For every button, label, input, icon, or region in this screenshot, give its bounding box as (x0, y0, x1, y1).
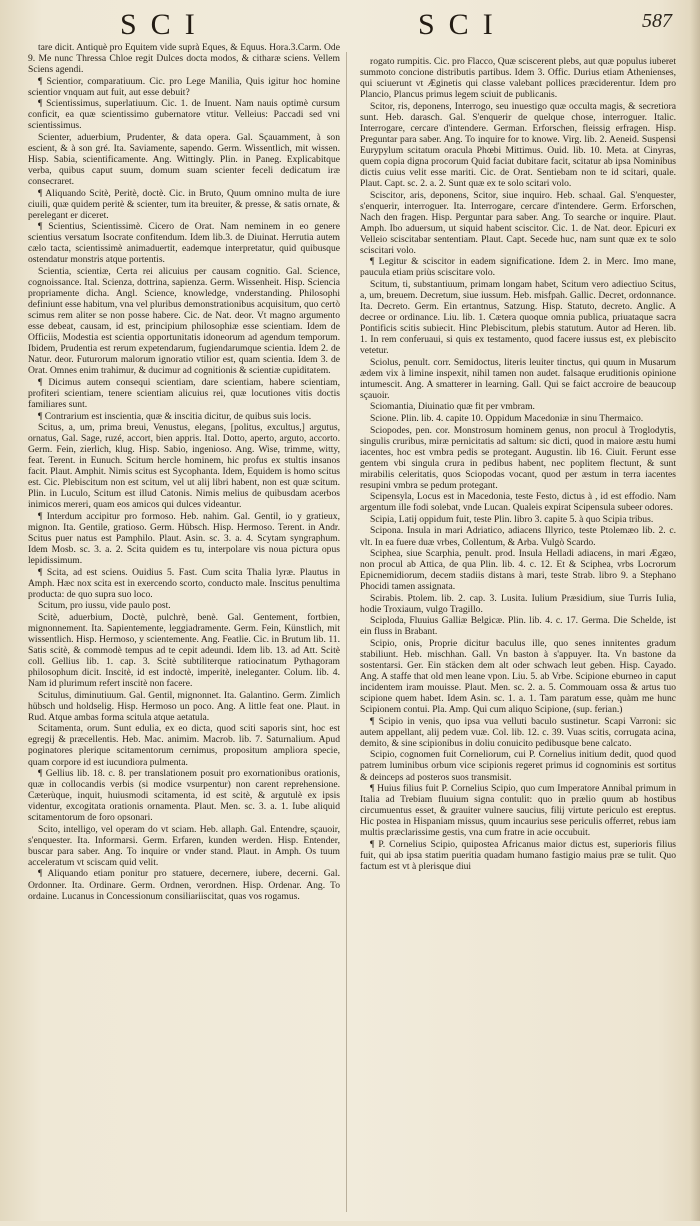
entry-paragraph: Scirabis. Ptolem. lib. 2. cap. 3. Lusita. Iulium Præsidium, siue Turris Iulia, hodie Troxiaum, vulgo Tragillo. (360, 592, 676, 615)
header-left-word: SCI (120, 8, 209, 41)
entry-paragraph: ¶ Scientius, Scientissimè. Cicero de Orat. Nam neminem in eo genere scientius versatum Isocrate confitendum. Idem lib.3. de Diuinat. Herrutia autem cælo tacta, scientissimè animaduertit, eademque interpretatur, quid quibusque ostendatur monstris atque portentis. (28, 221, 340, 266)
page-number: 587 (642, 10, 672, 32)
header-right-word: SCI (418, 8, 507, 41)
entry-paragraph: Scipio, onis, Proprie dicitur baculus ille, quo senes innitentes gradum stabiliunt. Heb. mischhan. Gall. Vn baston à s'appuyer. Ita. Vn bastone da sostentarsi. Ger. Ein stäcken dem alt oder schwach leut geben. Hisp. Cayado. Ang. A staffe that old men leane vpon. Liu. 5. ab Vrbe. Scipione eburneo in caput incidentem iram mouisse. Plaut. Men. sc. 2. a. 5. Commouam ossa & artus tuo scipione quem habet. Idem Asin. sc. 1. a. 1. Tam paratum esse, quàm me hunc Scipionem contui. Pla. Amp. Qui cum aliquo Scipione, (sup. ferian.) (360, 637, 676, 716)
entry-paragraph: Sciomantia, Diuinatio quæ fit per vmbram. (370, 401, 535, 413)
entry-paragraph: Scitamenta, orum. Sunt edulia, ex eo dicta, quod sciti saporis sint, hoc est egregij & præcellentis. Heb. Mac. animim. Macrob. lib. 7. Saturnalium. Apud poginatores plerique scitamentorum cernimus, propositum ampliora specie, quam corpore id est iucundiora pulmenta. (28, 723, 340, 768)
entry-paragraph: Scientia, scientiæ, Certa rei alicuius per causam cognitio. Gal. Science, cognoissance. Ital. Scienza, dottrina, sapienza. Germ. Wissenheit. Hisp. Sciencia propriamente dicha. Angl. Science, knowledge, vnderstanding. Philosophi definiunt esse habitum, vna vel pluribus demonstrationibus acquisitum, quo certò scimus rem aliter se non posse habere. Cic. de Nat. deor. Vt magno argumento esse debeat, causam, id est, principium philosophiæ esse scientiam. Idem de Officiis, Modestia est scientia opportunitatis idoneorum ad agendum temporum. Ibidem, Prudentia est rerum expetendarum, fugiendarumque scientia. Idem 2. de Natur. deor. Futurorum malorum ignoratio vtilior est, quam scientia. Idem 3. de Orat. Omnes enim trahimur, & ducimur ad cognitionis & scientiæ cupiditatem. (28, 265, 340, 377)
entry-paragraph: ¶ Legitur & sciscitor in eadem significatione. Idem 2. in Merc. Imo mane, paucula etiam priùs sciscitare volo. (360, 256, 676, 279)
entry-paragraph: Sciscitor, aris, deponens, Scitor, siue inquiro. Heb. schaal. Gal. S'enquester, s'enquerir, interroguer. Ita. Interrogare, cercare d'intendere. Germ. Erforschen, Nach den fragen. Hisp. Perguntar para saber. Ang. To searche or inquire. Plaut. Amph. Ibo aduersum, ut siquid habent sciscitor. Cic. 1. de Nat. deor. Epicuri ex Velleio sciscitabar sententiam. Plaut. Capt. Secede huc, nam sunt quæ ex te solo sciscitari volo. (360, 189, 676, 256)
left-column (28, 42, 340, 1212)
entry-paragraph: Scito, intelligo, vel operam do vt sciam. Heb. allaph. Gal. Entendre, sçauoir, s'enquester. Ita. Informarsi. Germ. Erfaren, kunden werden. Hisp. Entender, buscar para saber. Ang. To inquire or vnder stand. Plaut. in Amph. Os tuum acceleratum vt sciscam quid velit. (28, 823, 340, 868)
entry-paragraph: Sciploda, Fluuius Galliæ Belgicæ. Plin. lib. 4. c. 17. Germa. Die Schelde, ist ein fluss in Brabant. (360, 615, 676, 638)
entry-paragraph: ¶ Scipio in venis, quo ipsa vua velluti baculo sustinetur. Scapi Varroni: sic autem appellant, alij pedem vuæ. Col. lib. 12. c. 39. Vuas scitis, corrugata acina, demito, & sine scipionibus in doliu conuicito pedibusque bene calcato. (360, 715, 676, 749)
column-divider (346, 52, 347, 1212)
entry-paragraph: ¶ Dicimus autem consequi scientiam, dare scientiam, habere scientiam, profiteri scientiam, tenere scientiam alicuius rei, quæ locutiones vitis doctis familiares sunt. (28, 376, 340, 410)
entry-paragraph: Scitum, ti, substantiuum, primam longam habet, Scitum vero adiectiuo Scitus, a, um, breuem. Decretum, siue iussum. Heb. misfpah. Gallic. Decret, ordonnance. Ita. Decreto. Germ. Ein ertantnus, Satzung. Hisp. Statuto, decreto. Anglic. A decree or ordinance. Liu. lib. 1. Cætera quoque omnia publica, priuataque sacra Pontificis scitis subiecit. Hinc Plebiscitum, plebis statutum. Autor ad Heren. lib. 1. In rem conferuaui, si quis ex testamento, quod facere iussus est, ex plebiscito vetetur. (360, 278, 676, 357)
entry-paragraph: Scione. Plin. lib. 4. capite 10. Oppidum Macedoniæ in sinu Thermaico. (370, 413, 644, 424)
entry-paragraph: Scitè, aduerbium, Doctè, pulchrè, benè. Gal. Gentement, fortbien, mignonnement. Ita. Sapientemente, leggiadramente. Germ. Fein, Künstlich, mit wissentlich. Hisp. Hermoso, y scientemente. Ang. Featlie. Cic. in Brutum lib. 11. Satis scitè, & commodè tempus ad te cepit adeundi. Idem lib. 13. ad Att. Scitè coll. Gellius lib. 1. cap. 3. Scitè subtiliterque ratiocinatum Pythagoram philosophum dicit. Inscitè, id est indoctè, imperitè, ineleganter. Colum. lib. 4. Nam id plurimum refert inscitè non facere. (28, 611, 340, 690)
entry-paragraph: Scitus, a, um, prima breui, Venustus, elegans, [politus, excultus,] argutus, ornatus, Gal. Sage, ruzé, accort, bien appris. Ital. Dotto, aperto, arguto, accorto. Germ. Fein, zierlich, klug. Hisp. Sabio, ingenioso. Ang. Wise, trimme, witty, feat. Terent. in Eunuch. Scitum hercle hominem, hic profus ex stultis insanos facit. Plaut. Amphit. Nimis scitus est Sycophanta. Idem, Equidem is homo scitus est. Cic. Plebiscitum non est scitum, vel ut alij libri habent, non est quæ scitum. Plin. in Luculo, Scitum est illud Catonis. Nimis melius de quibusdam acerbos inimicos mereri, quam eos amicos qui dulces videantur. (28, 422, 340, 511)
entry-paragraph: rogato rumpitis. Cic. pro Flacco, Quæ sciscerent plebs, aut quæ populus iuberet summoto concione distributis partibus. Idem 3. Offic. Durius etiam Athenienses, qui sciuerunt vt Æginetis qui classe valebant pollices præciderentur. Idem pro Plancio, Plancus primus legem sciuit de publicanis. (360, 56, 676, 101)
entry-paragraph: ¶ Scientior, comparatiuum. Cic. pro Lege Manilia, Quis igitur hoc homine scientior vnquam aut fuit, aut esse debuit? (28, 75, 340, 98)
entry-paragraph: Scipensyla, Locus est in Macedonia, teste Festo, dictus à , id est effodio. Nam argentum ille fodi solebat, vnde Lucan. Qualeis expirat Scipensula subeer odores. (360, 491, 676, 514)
entry-paragraph: ¶ Huius filius fuit P. Cornelius Scipio, quo cum Imperatore Annibal primum in Italia ad Trebiam fluuium signa contulit: quo in prælio quum ab hostibus circumuentus esset, & grauiter vulnere saucius, filij virtute periculo est ereptus. Hic postea in Hispaniam missus, quum incaurius sese periculis offerret, rebus iam multis præclarissime gestis, vna cum fratre in acie occubuit. (360, 783, 676, 839)
right-column (360, 56, 676, 1226)
entry-paragraph: ¶ Contrarium est inscientia, quæ & inscitia dicitur, de quibus suis locis. (38, 410, 312, 422)
entry-paragraph: ¶ Gellius lib. 18. c. 8. per translationem posuit pro exornationibus orationis, quæ in collocandis verbis (si modice vsurpentur) non carent reprehensione. Cæterùque, inquit, huiusmodi scitamenta, id est scitè, & argutulè ex ipsis videntur, excogitata orationis ornamenta. Plaut. Men. sc. 3. a. 1. Iube aliquid scitamentorum de foro opsonari. (28, 768, 340, 824)
entry-paragraph: Scitor, ris, deponens, Interrogo, seu inuestigo quæ occulta magis, & secretiora sunt. Heb. darasch. Gal. S'enquerir de quelque chose, interroguer. Italic. Interrogare, cercare d'intendere. German. Erforschen, fleissig erfragen. Hisp. Preguntar para saber. Ang. To inquire for to knowe. Virg. lib. 2. Aeneid. Suspensi Eurypylum scitatum oracula Phœbi Mittimus. Ouid. lib. 10. Meta. at Cinyras, quem copia digna procorum Quid faciat dubitare facit, scitatur ab ipsa Nominibus dictis cuius velit esse mariti. Cic. de Orat. Sentiebam non te id scitari, quale. Plaut. Capt. sc. 2. a. 2. Sunt quæ ex te solo scitari volo. (360, 100, 676, 190)
entry-paragraph: Scitulus, diminutiuum. Gal. Gentil, mignonnet. Ita. Galantino. Germ. Zimlich hübsch und holdselig. Hisp. Hermoso un poco. Ang. A little feat one. Plaut. in Rud. Atque ambas forma scitula atque aetatula. (28, 689, 340, 723)
entry-paragraph: ¶ Scita, ad est sciens. Ouidius 5. Fast. Cum scita Thalia lyræ. Plautus in Amph. Hæc nox scita est in exercendo scorto, conducto male. Inscitus penultima producta: de quo supra suo loco. (28, 566, 340, 600)
entry-paragraph: Sciolus, penult. corr. Semidoctus, literis leuiter tinctus, qui quum in Musarum ædem vix à limine inspexit, nihil tamen non audet. falsaque eruditionis opinione intumescit. Ang. A smatterer in learning. Gall. Qui se faict accroire de beaucoup sçauoir. (360, 356, 676, 401)
entry-paragraph: Scipio, cognomen fuit Corneliorum, cui P. Cornelius initium dedit, quod quod patrem luminibus orbum vice scipionis regeret primus id cognominis est sortitus & deinceps ad posteros suos transmisit. (360, 749, 676, 783)
entry-paragraph: tare dicit. Antiquè pro Equitem vide suprà Eques, & Equus. Hora.3.Carm. Ode 9. Me nunc Thressa Chloe regit Dulces docta modos, & citharæ sciens. Vellem Sciens agendi. (28, 42, 340, 76)
page-edge-shade (690, 0, 700, 1221)
entry-paragraph: Scipia, Latij oppidum fuit, teste Plin. libro 3. capite 5. à quo Scipia tribus. (370, 513, 654, 525)
entry-paragraph: Scitum, pro iussu, vide paulo post. (38, 600, 171, 612)
entry-paragraph: Scienter, aduerbium, Prudenter, & data opera. Gal. Sçauamment, à son escient, & à son gré. Ita. Saviamente, sapendo. Germ. Wissentlich, mit wissen. Hisp. Sabia, scientificamente. Ang. Wittingly. Plin. in Paneg. Explicabitque verba, quibus caput suum, domum suam scienter feceli dedicatum iræ consecraret. (28, 131, 340, 188)
entry-paragraph: ¶ P. Cornelius Scipio, quipostea Africanus maior dictus est, superioris filius fuit, qui ab ipsa statim pueritia quadam humano fastigio maius præ se tulit. Quo factum est vt à plerisque diui (360, 838, 676, 872)
running-header (0, 6, 700, 46)
entry-paragraph: Scipona. Insula in mari Adriatico, adiacens Illyrico, teste Ptolemæo lib. 2. c. vlt. In ea fuere duæ vrbes, Collentum, & Arba. Vulgò Scardo. (360, 525, 676, 548)
entry-paragraph: ¶ Aliquando Scitè, Peritè, doctè. Cic. in Bruto, Quum omnino multa de iure ciuili, quæ quidem peritè & scienter, tum ita breuiter, & presse, & satis ornate, & perelegant er diceret. (28, 187, 340, 221)
entry-paragraph: ¶ Interdum accipitur pro formoso. Heb. nahim. Gal. Gentil, io y gratieux, mignon. Ita. Gentile, gratioso. Germ. Hübsch. Hisp. Hermoso. Terent. in Andr. Scitus puer natus est Pamphilo. Plaut. Asin. sc. 3. a. 4. Scytam syngraphum. Idem Mosb. sc. 3. a. 2. Scita quidem es tu, interpolare vis noua pictura opus lepidissimum. (28, 510, 340, 567)
entry-paragraph: ¶ Aliquando etiam ponitur pro statuere, decernere, iubere, decerni. Gal. Ordonner. Ita. Ordinare. Germ. Ordnen, verordnen. Hisp. Ordenar. Ang. To ordaine. Lucanus in Concessionum consiliariiscitat, quas vos rogamus. (28, 868, 340, 902)
entry-paragraph: Sciopodes, pen. cor. Monstrosum hominem genus, non procul à Troglodytis, singulis cruribus, miræ pernicitatis ad saltum: sic dicti, quod in maiore æstu humi iacentes, hoc est vmbra pedis se protegant. Augustin. lib 16. Ciuit. Ferunt esse gentem vbi singula crura in pedibus habent, nec poplitem flectunt, & sunt mirabilis celeritatis, quos Sciopodas vocant, quod per æstum in terra iacentes resupini vmbra se pedum protegant. (360, 424, 676, 491)
entry-paragraph: ¶ Scientissimus, superlatiuum. Cic. 1. de Inuent. Nam nauis optimè cursum conficit, ea quæ scientissimo gubernatore vtitur. Velleius: Paccadi sed vni scientissimus. (28, 98, 340, 132)
entry-paragraph: Sciphea, siue Scarphia, penult. prod. Insula Helladi adiacens, in mari Ægæo, non procul ab Attica, de qua Plin. lib. 4. c. 12. Et & Sciphea, vrbs Locrorum Epicnemidiorum, decem stadiis distans à mari, teste Strab. libro 9. a Stephano Phocidi tamen assignata. (360, 548, 676, 593)
